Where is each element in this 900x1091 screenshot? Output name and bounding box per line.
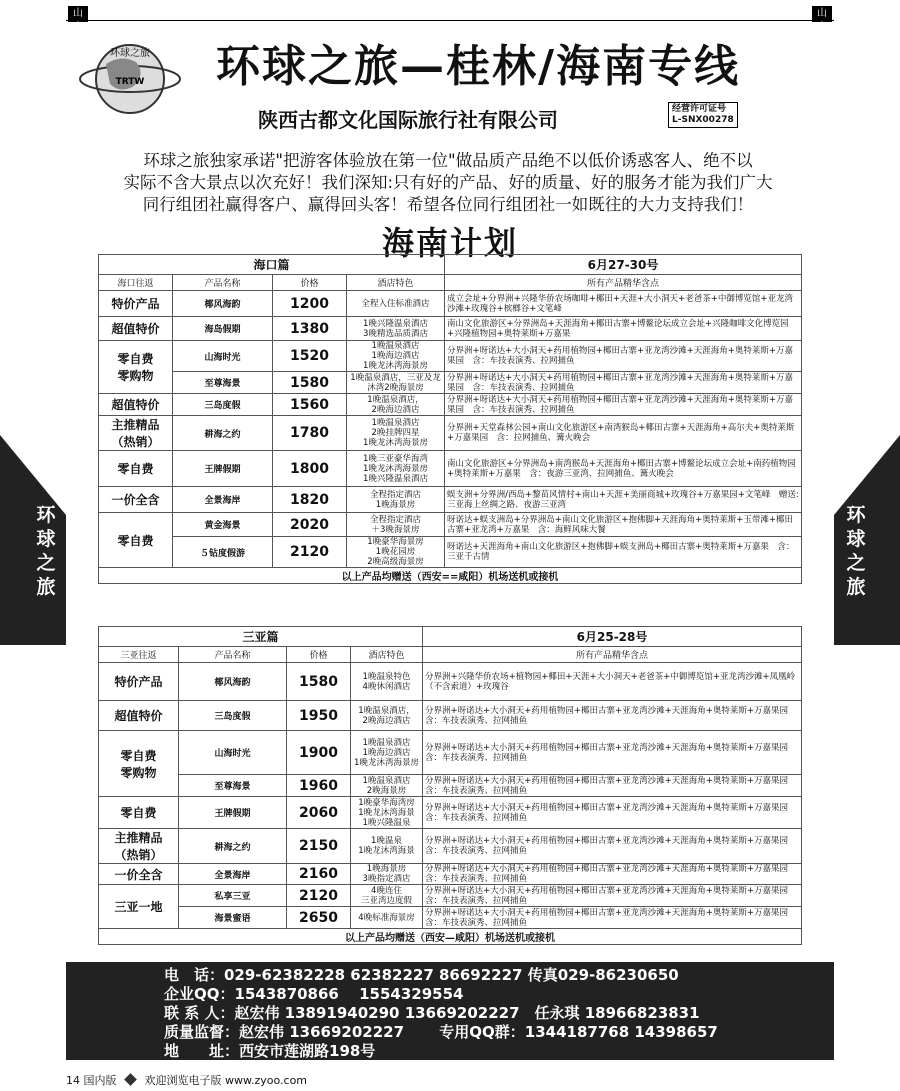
hotel-cell: 1晚温泉酒店， 2晚海边酒店: [347, 394, 445, 416]
highlights-cell: 分界洲+呀诺达+大小洞天+药用植物园+椰田古寨+亚龙湾沙滩+天涯海角+奥特莱斯+万嘉果园 含：车技表演秀、拉网捕鱼: [423, 731, 802, 775]
category-cell: 一价全含: [99, 864, 179, 885]
table-row: [99, 394, 802, 416]
product-name: 山海时光: [179, 731, 287, 775]
sanya-col-header: 所有产品精华含点: [423, 647, 802, 663]
price-cell: 2060: [287, 797, 351, 829]
highlights-cell: 呀诺达+蜈支洲岛+分界洲岛+南山文化旅游区+抱佛脚+天涯海角+奥特莱斯+玉带滩+椰田古寨+亚龙湾+万嘉果 含：海鲜风味大餐: [445, 513, 802, 537]
sanya-col-header: 价格: [287, 647, 351, 663]
side-label-char: 环: [36, 504, 56, 526]
table-row: [99, 885, 802, 907]
price-cell: 1950: [287, 701, 351, 731]
highlights-cell: 成立会址+分界洲+兴隆华侨农场咖啡+椰田+天涯+大小洞天+老爸茶+中御博览馆+亚龙湾沙滩+玫瑰谷+槟榔谷+文笔峰: [445, 291, 802, 317]
haikou-col-header: 产品名称: [173, 275, 273, 291]
page-footer: 14 国内版 欢迎浏览电子版 www.zyoo.com: [66, 1074, 308, 1087]
table-row: [99, 864, 802, 885]
hotel-cell: 1晚温泉酒店， 2晚海边酒店: [351, 701, 423, 731]
sanya-table: [98, 626, 802, 945]
category-cell: 零自费 零购物: [99, 731, 179, 797]
product-name: 海景蜜语: [179, 907, 287, 929]
product-name: 黄金海景: [173, 513, 273, 537]
price-cell: 2150: [287, 829, 351, 864]
sanya-footer-note: 以上产品均赠送（西安—咸阳）机场送机或接机: [99, 929, 802, 945]
highlights-cell: 分界洲+呀诺达+大小洞天+药用植物园+椰田古寨+亚龙湾沙滩+天涯海角+奥特莱斯+万嘉果园 含：车技表演秀、拉网捕鱼: [445, 394, 802, 416]
hotel-cell: 4晚标准海景房: [351, 907, 423, 929]
highlights-cell: 分界洲+兴隆华侨农场+植物园+椰田+天涯+大小洞天+老爸茶+中御博览馆+亚龙湾沙滩+凤凰岭（不含索道）+玫瑰谷: [423, 663, 802, 701]
highlights-cell: 分界洲+呀诺达+大小洞天+药用植物园+椰田古寨+亚龙湾沙滩+天涯海角+奥特莱斯+万嘉果园 含：车技表演秀、拉网捕鱼: [423, 907, 802, 929]
diamond-logo-icon: [124, 1073, 137, 1086]
price-cell: 1780: [273, 416, 347, 451]
side-label-char: 旅: [846, 576, 866, 598]
table-row: [99, 829, 802, 864]
contact-quality: 质量监督：赵宏伟 13669202227 专用QQ群：1344187768 14398657: [164, 1023, 718, 1041]
side-tab-left: [0, 435, 70, 645]
side-label-char: 旅: [36, 576, 56, 598]
price-cell: 1820: [273, 487, 347, 513]
hotel-cell: 1晚豪华海湾房 1晚龙沐湾海景 1晚兴隆温泉: [351, 797, 423, 829]
table-row: [99, 663, 802, 701]
table-row: [99, 291, 802, 317]
svg-text:环球之旅: 环球之旅: [110, 48, 150, 59]
hotel-cell: 1晚三亚豪华海湾 1晚龙沐湾海景房 1晚兴隆温泉酒店: [347, 451, 445, 487]
price-cell: 2020: [273, 513, 347, 537]
price-cell: 2120: [273, 537, 347, 568]
hotel-cell: 1晚温泉酒店 2晚挂牌四星 1晚龙沐湾海景房: [347, 416, 445, 451]
highlights-cell: 呀诺达+天涯海角+南山文化旅游区+抱佛脚+蜈支洲岛+椰田古寨+奥特莱斯+万嘉果 含：三亚千古情: [445, 537, 802, 568]
contact-box: [66, 962, 834, 1060]
highlights-cell: 分界洲+呀诺达+大小洞天+药用植物园+椰田古寨+亚龙湾沙滩+天涯海角+奥特莱斯+万嘉果园 含：车技表演秀、拉网捕鱼: [423, 701, 802, 731]
highlights-cell: 分界洲+呀诺达+大小洞天+药用植物园+椰田古寨+亚龙湾沙滩+天涯海角+奥特莱斯+万嘉果园 含：车技表演秀、拉网捕鱼: [445, 341, 802, 372]
table-row: [99, 341, 802, 372]
product-name: 椰风海韵: [173, 291, 273, 317]
table-row: [99, 797, 802, 829]
highlights-cell: 蜈支洲+分界洲/西岛+黎苗风情村+南山+天涯+美丽商城+玫瑰谷+万嘉果园+文笔峰 赠送:三亚海上丝绸之路、夜游三亚湾: [445, 487, 802, 513]
category-cell: 主推精品 （热销）: [99, 829, 179, 864]
side-label-char: 之: [36, 552, 56, 574]
product-name: ５钻度假游: [173, 537, 273, 568]
haikou-col-header: 海口往返: [99, 275, 173, 291]
header: [66, 22, 834, 132]
svg-text:TRTW: TRTW: [115, 77, 145, 87]
category-cell: 主推精品 （热销）: [99, 416, 173, 451]
price-cell: 2160: [287, 864, 351, 885]
hotel-cell: 4晚连住 三亚湾边度假: [351, 885, 423, 907]
price-cell: 2650: [287, 907, 351, 929]
product-name: 私享三亚: [179, 885, 287, 907]
haikou-dates: 6月27-30号: [445, 255, 802, 275]
category-cell: 零自费: [99, 513, 173, 568]
highlights-cell: 南山文化旅游区+分界洲岛+南湾猴岛+天涯海角+椰田古寨+博鳌论坛成立会址+南药植物园+奥特莱斯+万嘉果 含：夜游三亚湾、拉网捕鱼、篝火晚会: [445, 451, 802, 487]
side-tab-right: [830, 435, 900, 645]
table-row: [99, 731, 802, 775]
side-label-char: 之: [846, 552, 866, 574]
sanya-section-title: 三亚篇: [99, 627, 423, 647]
price-cell: 1800: [273, 451, 347, 487]
table-row: [99, 487, 802, 513]
highlights-cell: 分界洲+天堂森林公园+南山文化旅游区+南湾猴岛+椰田古寨+天涯海角+高尔夫+奥特莱斯+万嘉果园 含：拉网捕鱼、篝火晚会: [445, 416, 802, 451]
hotel-cell: 1晚海景房 3晚指定酒店: [351, 864, 423, 885]
highlights-cell: 分界洲+呀诺达+大小洞天+药用植物园+椰田古寨+亚龙湾沙滩+天涯海角+奥特莱斯+万嘉果园 含：车技表演秀、拉网捕鱼: [423, 775, 802, 797]
product-name: 全景海岸: [179, 864, 287, 885]
haikou-section-title: 海口篇: [99, 255, 445, 275]
table-row: [99, 416, 802, 451]
top-rule: [66, 20, 834, 21]
hotel-cell: 1晚兴隆温泉酒店 3晚精选品质酒店: [347, 317, 445, 341]
category-cell: 特价产品: [99, 663, 179, 701]
contact-address: 地 址：西安市莲湖路198号: [164, 1042, 376, 1060]
category-cell: 零自费: [99, 797, 179, 829]
hotel-cell: 1晚温泉 1晚龙沐湾海景: [351, 829, 423, 864]
category-cell: 超值特价: [99, 317, 173, 341]
globe-logo-icon: [76, 34, 184, 124]
license-badge: 经营许可证号 L-SNX00278: [668, 102, 738, 128]
haikou-col-header: 酒店特色: [347, 275, 445, 291]
page-title: 环球之旅—桂林/海南专线: [216, 41, 741, 92]
category-cell: 超值特价: [99, 394, 173, 416]
product-name: 至尊海景: [179, 775, 287, 797]
side-label-char: 环: [846, 504, 866, 526]
price-cell: 2120: [287, 885, 351, 907]
sanya-col-header: 酒店特色: [351, 647, 423, 663]
contact-qq: 企业QQ：1543870866 1554329554: [164, 985, 464, 1003]
haikou-footer-note: 以上产品均赠送（西安==咸阳）机场送机或接机: [99, 568, 802, 584]
hotel-cell: 1晚温泉特色 4晚休闲酒店: [351, 663, 423, 701]
highlights-cell: 分界洲+呀诺达+大小洞天+药用植物园+椰田古寨+亚龙湾沙滩+天涯海角+奥特莱斯+万嘉果园 含：车技表演秀、拉网捕鱼: [423, 797, 802, 829]
haikou-col-header: 所有产品精华含点: [445, 275, 802, 291]
price-cell: 1380: [273, 317, 347, 341]
hotel-cell: 全程指定酒店 ＋3晚海景房: [347, 513, 445, 537]
sanya-dates: 6月25-28号: [423, 627, 802, 647]
price-cell: 1520: [273, 341, 347, 372]
price-cell: 1900: [287, 731, 351, 775]
contact-phone: 电 话：029-62382228 62382227 86692227 传真029-86230650: [164, 966, 679, 984]
plan-title: 海南计划: [381, 224, 518, 262]
hotel-cell: 全程指定酒店 1晚海景房: [347, 487, 445, 513]
category-cell: 特价产品: [99, 291, 173, 317]
highlights-cell: 分界洲+呀诺达+大小洞天+药用植物园+椰田古寨+亚龙湾沙滩+天涯海角+奥特莱斯+万嘉果园 含：车技表演秀、拉网捕鱼: [445, 372, 802, 394]
product-name: 三岛度假: [179, 701, 287, 731]
product-name: 耕海之约: [173, 416, 273, 451]
highlights-cell: 分界洲+呀诺达+大小洞天+药用植物园+椰田古寨+亚龙湾沙滩+天涯海角+奥特莱斯+万嘉果园 含：车技表演秀、拉网捕鱼: [423, 829, 802, 864]
haikou-table: [98, 254, 802, 584]
price-cell: 1560: [273, 394, 347, 416]
product-name: 椰风海韵: [179, 663, 287, 701]
hotel-cell: 1晚温泉酒店 1晚海边酒店 1晚龙沐湾海景房: [351, 731, 423, 775]
table-row: [99, 775, 802, 797]
table-row: [99, 317, 802, 341]
price-cell: 1960: [287, 775, 351, 797]
price-cell: 1580: [273, 372, 347, 394]
table-row: [99, 372, 802, 394]
side-label-char: 球: [846, 528, 866, 550]
hotel-cell: 1晚温泉酒店 1晚海边酒店 1晚龙沐湾海景房: [347, 341, 445, 372]
product-name: 山海时光: [173, 341, 273, 372]
highlights-cell: 南山文化旅游区+分界洲岛+天涯海角+椰田古寨+博鳌论坛成立会址+兴隆咖啡文化博览园+兴隆植物园+奥特莱斯+万嘉果: [445, 317, 802, 341]
contact-people: 联 系 人：赵宏伟 13891940290 13669202227 任永琪 18966823831: [164, 1004, 700, 1022]
sanya-col-header: 三亚往返: [99, 647, 179, 663]
table-row: [99, 907, 802, 929]
price-cell: 1580: [287, 663, 351, 701]
highlights-cell: 分界洲+呀诺达+大小洞天+药用植物园+椰田古寨+亚龙湾沙滩+天涯海角+奥特莱斯+万嘉果园 含：车技表演秀、拉网捕鱼: [423, 864, 802, 885]
category-cell: 三亚一地: [99, 885, 179, 929]
hotel-cell: 1晚温泉酒店，三亚及龙沐湾2晚海景房: [347, 372, 445, 394]
company-name: 陕西古都文化国际旅行社有限公司: [258, 108, 558, 132]
hotel-cell: 全程入住标准酒店: [347, 291, 445, 317]
highlights-cell: 分界洲+呀诺达+大小洞天+药用植物园+椰田古寨+亚龙湾沙滩+天涯海角+奥特莱斯+万嘉果园 含：车技表演秀、拉网捕鱼: [423, 885, 802, 907]
product-name: 王牌假期: [179, 797, 287, 829]
table-row: [99, 701, 802, 731]
corner-mark-left: 山古: [68, 6, 88, 22]
hotel-cell: 1晚温泉酒店 2晚海景房: [351, 775, 423, 797]
hotel-cell: 1晚豪华海景房 1晚花园房 2晚高级海景房: [347, 537, 445, 568]
price-cell: 1200: [273, 291, 347, 317]
category-cell: 一价全含: [99, 487, 173, 513]
table-row: [99, 537, 802, 568]
table-row: [99, 451, 802, 487]
category-cell: 零自费 零购物: [99, 341, 173, 394]
intro-text: 环球之旅独家承诺"把游客体验放在第一位"做品质产品绝不以低价诱惑客人、绝不以 实际不含大景点以次充好！我们深知:只有好的产品、好的质量、好的服务才能为我们广大 同行组团社赢得客户、赢得回头客！希望各位同行组团社一如既往的大力支持我们！: [123, 151, 773, 214]
product-name: 海岛假期: [173, 317, 273, 341]
product-name: 三岛度假: [173, 394, 273, 416]
product-name: 至尊海景: [173, 372, 273, 394]
side-label-char: 球: [36, 528, 56, 550]
product-name: 全景海岸: [173, 487, 273, 513]
product-name: 王牌假期: [173, 451, 273, 487]
table-row: [99, 513, 802, 537]
category-cell: 零自费: [99, 451, 173, 487]
haikou-col-header: 价格: [273, 275, 347, 291]
corner-mark-right: 山古: [812, 6, 832, 22]
sanya-col-header: 产品名称: [179, 647, 287, 663]
category-cell: 超值特价: [99, 701, 179, 731]
product-name: 耕海之约: [179, 829, 287, 864]
